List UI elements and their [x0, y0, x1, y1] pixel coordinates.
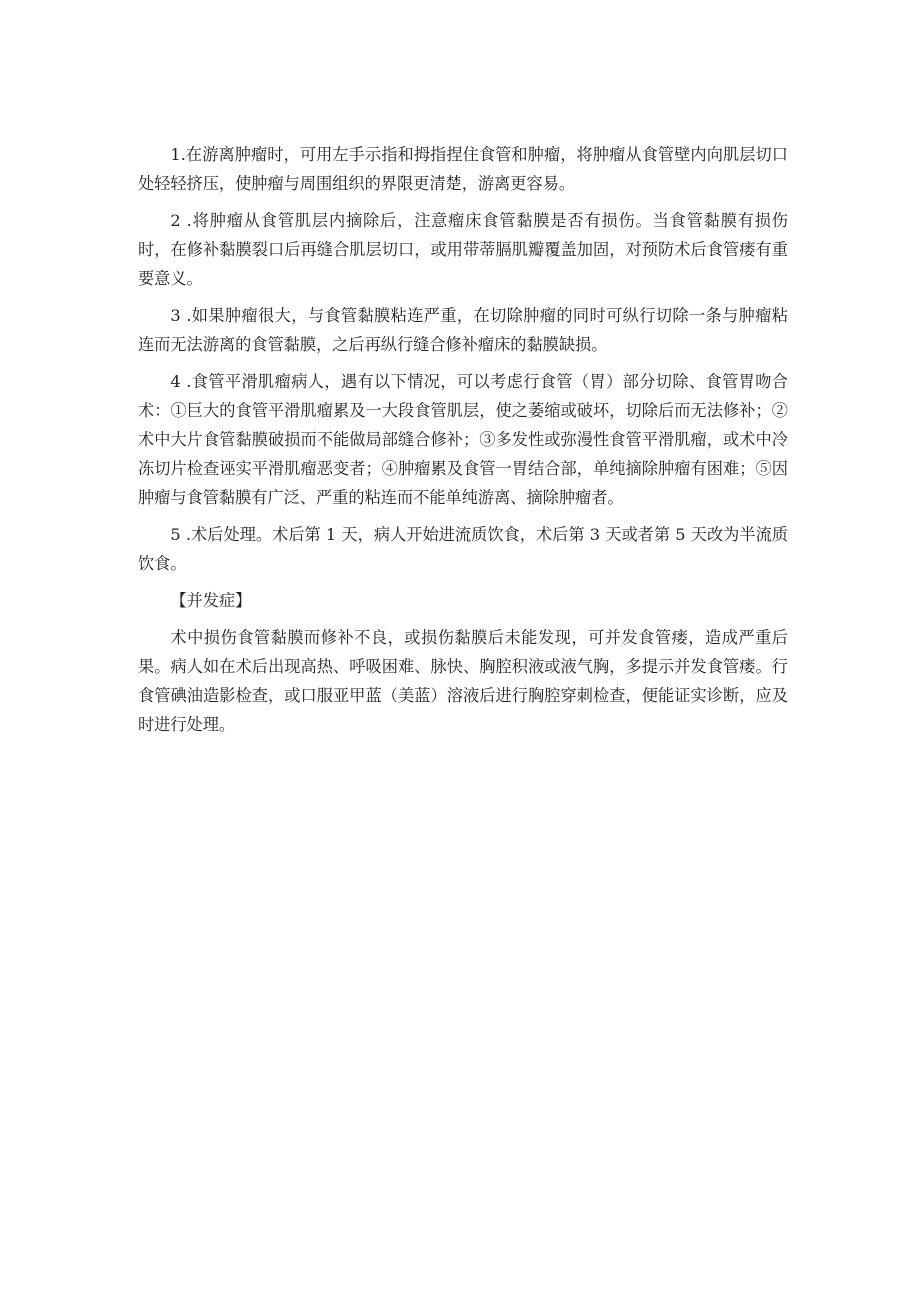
paragraph-item-1: 1.在游离肿瘤时，可用左手示指和拇指捏住食管和肿瘤，将肿瘤从食管壁内向肌层切口处轻轻挤压，使肿瘤与周围组织的界限更清楚，游离更容易。	[138, 145, 788, 193]
complications-paragraph: 术中损伤食管黏膜而修补不良，或损伤黏膜后未能发现，可并发食管瘘，造成严重后果。病人如在术后出现高热、呼吸困难、脉快、胸腔积液或液气胸，多提示并发食管瘘。行食管碘油造影检查，或口服亚甲蓝（美蓝）溶液后进行胸腔穿刺检查，便能证实诊断，应及时进行处理。	[138, 628, 788, 734]
paragraph-item-3: 3 .如果肿瘤很大，与食管黏膜粘连严重，在切除肿瘤的同时可纵行切除一条与肿瘤粘连而无法游离的食管黏膜，之后再纵行缝合修补瘤床的黏膜缺损。	[138, 306, 788, 354]
document-body	[138, 140, 788, 747]
paragraph-item-5: 5 .术后处理。术后第 1 天，病人开始进流质饮食，术后第 3 天或者第 5 天改为半流质饮食。	[138, 525, 788, 573]
section-heading-complications: 【并发症】	[170, 591, 252, 610]
paragraph-item-2: 2 .将肿瘤从食管肌层内摘除后，注意瘤床食管黏膜是否有损伤。当食管黏膜有损伤时，在修补黏膜裂口后再缝合肌层切口，或用带蒂膈肌瓣覆盖加固，对预防术后食管瘘有重要意义。	[138, 211, 788, 288]
paragraph-item-4: 4 .食管平滑肌瘤病人，遇有以下情况，可以考虑行食管（胃）部分切除、食管胃吻合术：①巨大的食管平滑肌瘤累及一大段食管肌层，使之萎缩或破坏，切除后而无法修补；②术中大片食管黏膜破损而不能做局部缝合修补；③多发性或弥漫性食管平滑肌瘤，或术中冷冻切片检查诬实平滑肌瘤恶变者；④肿瘤累及食管一胃结合部，单纯摘除肿瘤有困难；⑤因肿瘤与食管黏膜有广泛、严重的粘连而不能单纯游离、摘除肿瘤者。	[138, 372, 788, 507]
